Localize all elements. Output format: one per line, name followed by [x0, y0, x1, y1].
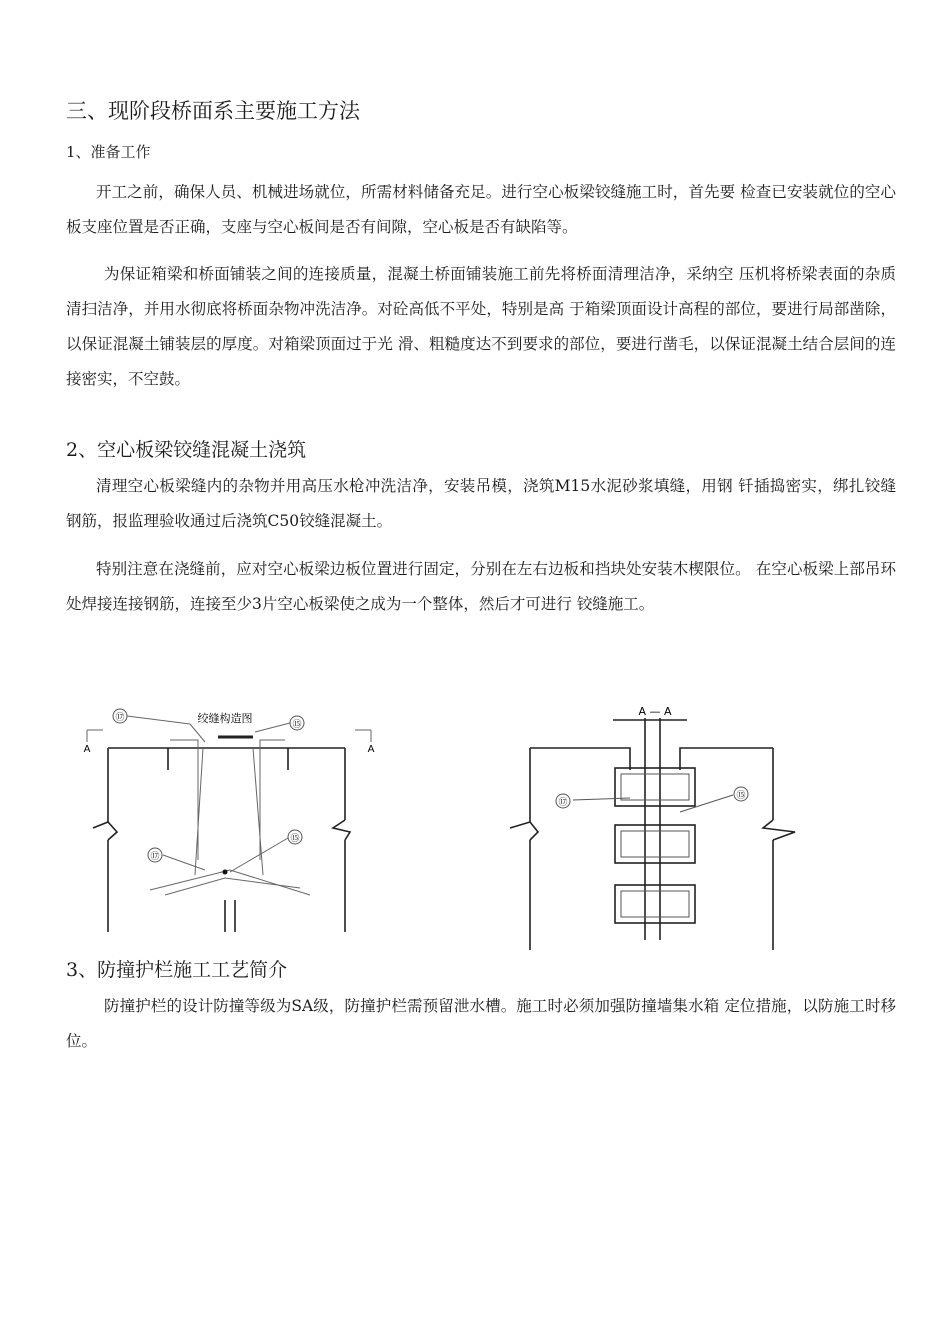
paragraph: 清理空心板梁缝内的杂物并用高压水枪冲洗洁净，安装吊模，浇筑M15水泥砂浆填缝，用钢 钎插捣密实，绑扎铰缝钢筋，报监理验收通过后浇筑C50铰缝混凝土。: [66, 477, 896, 530]
hinge-joint-diagram: [75, 700, 395, 960]
figure-caption: 绞缝构造图: [197, 712, 253, 725]
section-title: 三、现阶段桥面系主要施工方法: [66, 99, 360, 123]
section-label: A — A: [638, 705, 672, 718]
section-aa-diagram: [505, 700, 805, 960]
section-marker: A: [83, 744, 91, 755]
subsection-3-title: 3、防撞护栏施工工艺简介: [66, 959, 288, 981]
paragraph: 特别注意在浇缝前，应对空心板梁边板位置进行固定，分别在左右边板和挡块处安装木楔限位。 在空心板梁上部吊环处焊接连接钢筋，连接至少3片空心板梁使之成为一个整体，然后才可进行 铰缝施工。: [66, 560, 896, 613]
callout-label: ⑰: [115, 713, 125, 723]
paragraph: 防撞护栏的设计防撞等级为SA级，防撞护栏需预留泄水槽。施工时必须加强防撞墙集水箱 定位措施，以防施工时移位。: [66, 997, 896, 1050]
callout-label: ⑰: [150, 852, 160, 862]
callout-label: ⑰: [558, 798, 568, 808]
callout-label: ⑮: [736, 791, 746, 801]
callout-label: ⑮: [292, 720, 302, 730]
paragraph: 开工之前，确保人员、机械进场就位，所需材料储备充足。进行空心板梁铰缝施工时，首先要 检查已安装就位的空心板支座位置是否正确，支座与空心板间是否有间隙，空心板是否有缺陷等。: [66, 183, 896, 236]
paragraph: 为保证箱梁和桥面铺装之间的连接质量，混凝土桥面铺装施工前先将桥面清理洁净，采纳空 压机将桥梁表面的杂质清扫洁净，并用水彻底将桥面杂物冲洗洁净。对砼高低不平处，特别是高 于箱梁顶面设计高程的部位，要进行局部凿除，以保证混凝土铺装层的厚度。对箱梁顶面过于光 滑、粗糙度达不到要求的部位，要进行凿毛，以保证混凝土结合层间的连接密实，不空鼓。: [66, 265, 896, 388]
subsection-1-title: 1、准备工作: [66, 143, 151, 161]
callout-label: ⑮: [290, 834, 300, 844]
section-marker: A: [367, 744, 375, 755]
subsection-2-title: 2、空心板梁铰缝混凝土浇筑: [66, 439, 307, 461]
